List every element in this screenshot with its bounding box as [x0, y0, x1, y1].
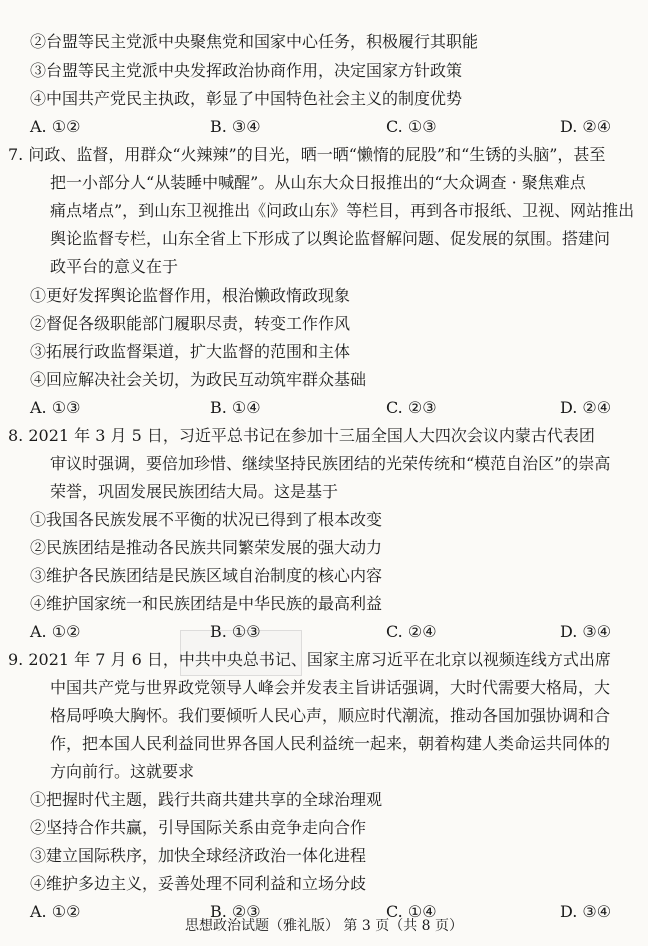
q8-option-3: ③维护各民族团结是民族区域自治制度的核心内容 [30, 566, 383, 585]
q7-answer-row [30, 398, 638, 418]
q8-stem-line-3: 荣誉，巩固发展民族团结大局。这是基于 [50, 482, 339, 501]
q9-option-4: ④维护多边主义，妥善处理不同利益和立场分歧 [30, 874, 367, 893]
q9-stem-line-5: 方向前行。这就要求 [50, 762, 195, 781]
q6-option-4: ④中国共产党民主执政，彰显了中国特色社会主义的制度优势 [30, 89, 463, 108]
q8-option-1: ①我国各民族发展不平衡的状况已得到了根本改变 [30, 510, 383, 529]
q7-answer-c[interactable]: C. ②③ [386, 398, 437, 417]
q9-stem-line-2: 中国共产党与世界政党领导人峰会并发表主旨讲话强调，大时代需要大格局，大 [50, 678, 611, 697]
q7-option-1: ①更好发挥舆论监督作用，根治懒政惰政现象 [30, 286, 351, 305]
q8-option-2: ②民族团结是推动各民族共同繁荣发展的强大动力 [30, 538, 383, 557]
q9-stem-line-3: 格局呼唤大胸怀。我们要倾听人民心声，顺应时代潮流，推动各国加强协调和合 [50, 706, 611, 725]
q7-stem-line-5: 政平台的意义在于 [50, 257, 179, 276]
q8-answer-c[interactable]: C. ②④ [386, 622, 437, 641]
q7-stem-line-3: 痛点堵点”，到山东卫视推出《问政山东》等栏目，再到各市报纸、卫视、网站推出 [50, 201, 635, 220]
q7-option-4: ④回应解决社会关切，为政民互动筑牢群众基础 [30, 370, 367, 389]
q7-stem-line-4: 舆论监督专栏，山东全省上下形成了以舆论监督解问题、促发展的氛围。搭建问 [50, 229, 611, 248]
q6-answer-c[interactable]: C. ①③ [386, 117, 437, 136]
q9-answer-b[interactable]: B. ②③ [210, 902, 261, 921]
q8-stem-line-1: 8. 2021 年 3 月 5 日，习近平总书记在参加十三届全国人大四次会议内蒙古代表团 [8, 426, 595, 445]
q7-stem-line-1: 7. 问政、监督，用群众“火辣辣”的目光，晒一晒“懒惰的屁股”和“生锈的头脑”，甚至 [8, 145, 606, 164]
q8-answer-row [30, 622, 638, 642]
q9-option-2: ②坚持合作共赢，引导国际关系由竞争走向合作 [30, 818, 367, 837]
q9-answer-a[interactable]: A. ①② [30, 902, 81, 921]
q7-option-3: ③拓展行政监督渠道，扩大监督的范围和主体 [30, 342, 351, 361]
q8-answer-b[interactable]: B. ①③ [210, 622, 261, 641]
q6-answer-d[interactable]: D. ②④ [560, 117, 612, 136]
q6-option-3: ③台盟等民主党派中央发挥政治协商作用，决定国家方针政策 [30, 61, 463, 80]
q8-stem-line-2: 审议时强调，要倍加珍惜、继续坚持民族团结的光荣传统和“模范自治区”的崇高 [50, 454, 611, 473]
q9-answer-c[interactable]: C. ①④ [386, 902, 437, 921]
q7-answer-a[interactable]: A. ①③ [30, 398, 81, 417]
q7-stem-line-2: 把一小部分人“从装睡中喊醒”。从山东大众日报推出的“大众调查 · 聚焦难点 [50, 173, 586, 192]
q9-answer-d[interactable]: D. ③④ [560, 902, 612, 921]
q6-answer-b[interactable]: B. ③④ [210, 117, 261, 136]
q9-stem-line-4: 作，把本国人民利益同世界各国人民利益统一起来，朝着构建人类命运共同体的 [50, 734, 611, 753]
q7-answer-b[interactable]: B. ①④ [210, 398, 261, 417]
q7-answer-d[interactable]: D. ②④ [560, 398, 612, 417]
q9-option-3: ③建立国际秩序，加快全球经济政治一体化进程 [30, 846, 367, 865]
q8-answer-d[interactable]: D. ③④ [560, 622, 612, 641]
q6-option-2: ②台盟等民主党派中央聚焦党和国家中心任务，积极履行其职能 [30, 32, 479, 51]
q9-option-1: ①把握时代主题，践行共商共建共享的全球治理观 [30, 790, 383, 809]
q7-option-2: ②督促各级职能部门履职尽责，转变工作作风 [30, 314, 351, 333]
q6-answer-a[interactable]: A. ①② [30, 117, 81, 136]
q8-answer-a[interactable]: A. ①② [30, 622, 81, 641]
q9-stem-line-1: 9. 2021 年 7 月 6 日，中共中央总书记、国家主席习近平在北京以视频连线方式出席 [8, 650, 611, 669]
q8-option-4: ④维护国家统一和民族团结是中华民族的最高利益 [30, 594, 383, 613]
q6-answer-row [30, 117, 638, 137]
page-footer: 思想政治试题（雅礼版） 第 3 页（共 8 页） [184, 918, 464, 934]
